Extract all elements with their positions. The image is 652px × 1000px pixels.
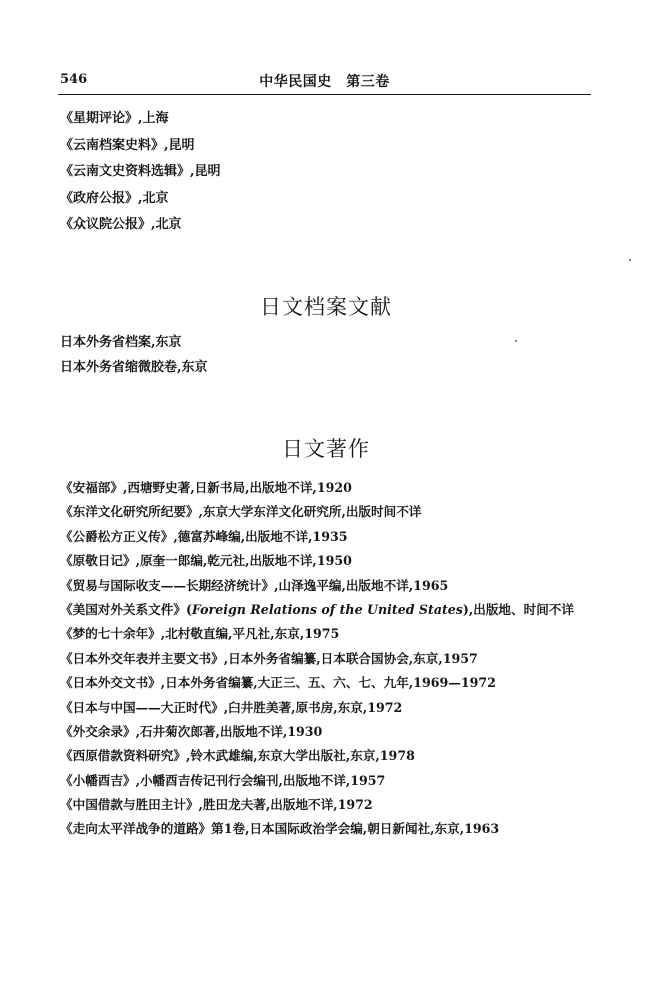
periodicals-list: [60, 112, 221, 245]
list-item: 《中国借款与胜田主计》,胜田龙夫著,出版地不详,1972: [60, 797, 373, 813]
list-item: 《西原借款资料研究》,铃木武雄编,东京大学出版社,东京,1978: [60, 748, 415, 764]
section-title-japanese-works: 日文著作: [282, 437, 370, 462]
list-item: 《众议院公报》,北京: [60, 217, 182, 232]
citation-prefix: 《美国对外关系文件》(: [60, 601, 192, 617]
list-item: 《小幡酉吉》,小幡酉吉传记刊行会编刊,出版地不详,1957: [60, 772, 386, 788]
list-item: 《走向太平洋战争的道路》第1卷,日本国际政治学会编,朝日新闻社,东京,1963: [60, 821, 500, 837]
page-number: 546: [60, 72, 88, 87]
list-item: 《政府公报》,北京: [60, 190, 169, 206]
list-item: 《东洋文化研究所纪要》,东京大学东洋文化研究所,出版时间不详: [60, 504, 422, 520]
section-title-japanese-archives: 日文档案文献: [260, 295, 392, 320]
list-item: 《日本与中国——大正时代》,臼井胜美著,原书房,东京,1972: [60, 699, 403, 715]
list-item: 《梦的七十余年》,北村敬直编,平凡社,东京,1975: [60, 626, 340, 642]
list-item: 《云南文史资料选辑》,昆明: [60, 164, 221, 179]
japanese-archives-list: [60, 336, 208, 386]
citation-suffix: ),出版地、时间不详: [462, 601, 574, 617]
list-item: 《公爵松方正义传》,德富苏峰编,出版地不详,1935: [60, 528, 348, 544]
scan-speck: [629, 259, 631, 261]
japanese-works-list: [60, 482, 574, 848]
list-item: 《日本外交年表并主要文书》,日本外务省编纂,日本联合国协会,东京,1957: [60, 650, 478, 666]
english-title: Foreign Relations of the United States: [191, 601, 463, 617]
list-item: 《日本外交文书》,日本外务省编纂,大正三、五、六、七、九年,1969—1972: [60, 675, 496, 691]
list-item: 《外交余录》,石井菊次郎著,出版地不详,1930: [60, 723, 323, 739]
list-item: 《云南档案史料》,昆明: [60, 137, 195, 153]
list-item: 日本外务省缩微胶卷,东京: [60, 360, 208, 375]
list-item: 《星期评论》,上海: [60, 111, 169, 126]
scan-speck: [515, 340, 517, 342]
list-item: [60, 601, 574, 617]
list-item: 《贸易与国际收支——长期经济统计》,山泽逸平编,出版地不详,1965: [60, 577, 449, 593]
list-item: 《原敬日记》,原奎一郎编,乾元社,出版地不详,1950: [60, 553, 352, 569]
page-header: [58, 66, 591, 95]
running-title: 中华民国史 第三卷: [259, 74, 390, 90]
list-item: 日本外务省档案,东京: [60, 335, 182, 350]
list-item: 《安福部》,西塘野史著,日新书局,出版地不详,1920: [60, 480, 352, 495]
